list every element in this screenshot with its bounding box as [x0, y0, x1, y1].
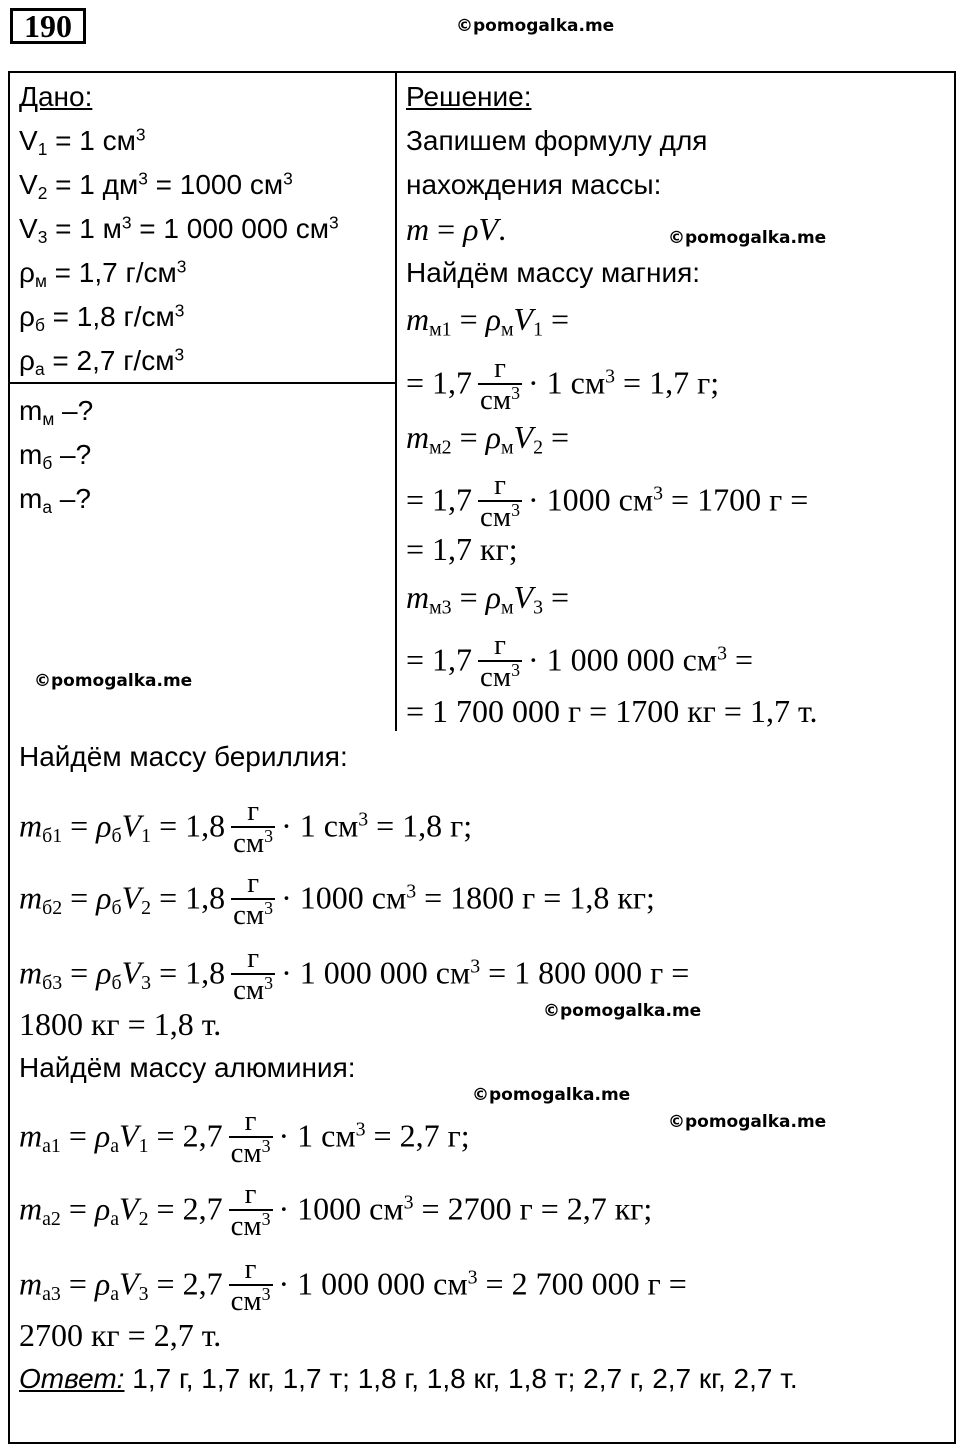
watermark: ©pomogalka.me: [668, 1112, 827, 1132]
equation-line: = 1 700 000 г = 1700 кг = 1,7 т.: [406, 693, 818, 729]
equation-line: = 1,7 кг;: [406, 531, 518, 567]
given-line: $V_1 = 1$ $см^3$: [19, 124, 146, 159]
equation-line: $m_{а2} = \rho_аV_2 = 2,7$ $\frac{г}{см^3}$ · 1000 $см^3 = 2700$ г = 2,7 кг;: [19, 1178, 653, 1243]
find-line: $m_а$ –?: [19, 483, 91, 517]
problem-number: 190: [10, 8, 86, 44]
equation-line: $m_{б3} = \rho_бV_3 = 1,8$ $\frac{г}{см^3}$ · 1 000 000 $см^3 = 1$ 800 000 г =: [19, 942, 690, 1007]
find-line: $m_м$ –?: [19, 395, 94, 429]
given-line: $V_2 = 1$ $дм^3 = 1000$ $см^3$: [19, 168, 293, 203]
equation-line: $m_{б1} = \rho_бV_1 = 1,8$ $\frac{г}{см^3}$ · 1 $см^3 = 1,8$ г;: [19, 795, 473, 860]
watermark: ©pomogalka.me: [34, 671, 193, 691]
beryllium-title: Найдём массу бериллия:: [19, 741, 348, 772]
equation-line: $m_{м1} = \rho_мV_1$ =: [406, 301, 570, 341]
answer: [19, 1362, 798, 1396]
solution-intro: нахождения массы:: [406, 169, 662, 200]
equation-line: $m_{б2} = \rho_бV_2 = 1,8$ $\frac{г}{см^3}$ · 1000 $см^3 = 1800$ г = 1,8 кг;: [19, 867, 655, 932]
given-header: Дано:: [19, 81, 93, 112]
equation-line: $m_{м3} = \rho_мV_3$ =: [406, 579, 570, 619]
solution-header: Решение:: [406, 81, 532, 112]
find-line: $m_б$ –?: [19, 439, 92, 473]
given-line: $V_3 = 1$ $м^3 = 1$ 000 000 $см^3$: [19, 212, 339, 247]
equation-line: $m_{а1} = \rho_аV_1 = 2,7$ $\frac{г}{см^3}$ · 1 $см^3 = 2,7$ г;: [19, 1105, 470, 1170]
solution-intro: Запишем формулу для: [406, 125, 708, 156]
column-divider: [395, 71, 397, 731]
watermark: ©pomogalka.me: [472, 1085, 631, 1105]
given-find-divider: [8, 382, 397, 384]
watermark: ©pomogalka.me: [543, 1001, 702, 1021]
main-formula: m = ρV.: [406, 211, 507, 247]
given-line: $\rho_а = 2,7$ $г/см^3$: [19, 344, 185, 379]
watermark: ©pomogalka.me: [668, 228, 827, 248]
equation-line: $m_{м2} = \rho_мV_2$ =: [406, 419, 570, 459]
equation-line: = 1,7 $\frac{г}{см^3}$ · 1000 $см^3 = 1700$ г =: [406, 469, 809, 534]
equation-line: = 1,7 $\frac{г}{см^3}$ · 1 000 000 $см^3$ =: [406, 629, 754, 694]
equation-line: $m_{а3} = \rho_аV_3 = 2,7$ $\frac{г}{см^3}$ · 1 000 000 $см^3 = 2$ 700 000 г =: [19, 1253, 687, 1318]
answer-label: Ответ:: [19, 1363, 125, 1394]
aluminium-title: Найдём массу алюминия:: [19, 1052, 356, 1083]
magnesium-title: Найдём массу магния:: [406, 257, 701, 288]
equation-line: 1800 кг = 1,8 т.: [19, 1006, 222, 1042]
watermark: ©pomogalka.me: [456, 16, 615, 36]
given-line: $\rho_б = 1,8$ $г/см^3$: [19, 300, 185, 335]
equation-line: = 1,7 $\frac{г}{см^3}$ · 1 $см^3 = 1,7$ г;: [406, 352, 720, 417]
given-line: $\rho_м = 1,7$ $г/см^3$: [19, 256, 187, 291]
equation-line: 2700 кг = 2,7 т.: [19, 1317, 222, 1353]
answer-text: 1,7 г, 1,7 кг, 1,7 т; 1,8 г, 1,8 кг, 1,8 т; 2,7 г, 2,7 кг, 2,7 т.: [124, 1363, 798, 1394]
